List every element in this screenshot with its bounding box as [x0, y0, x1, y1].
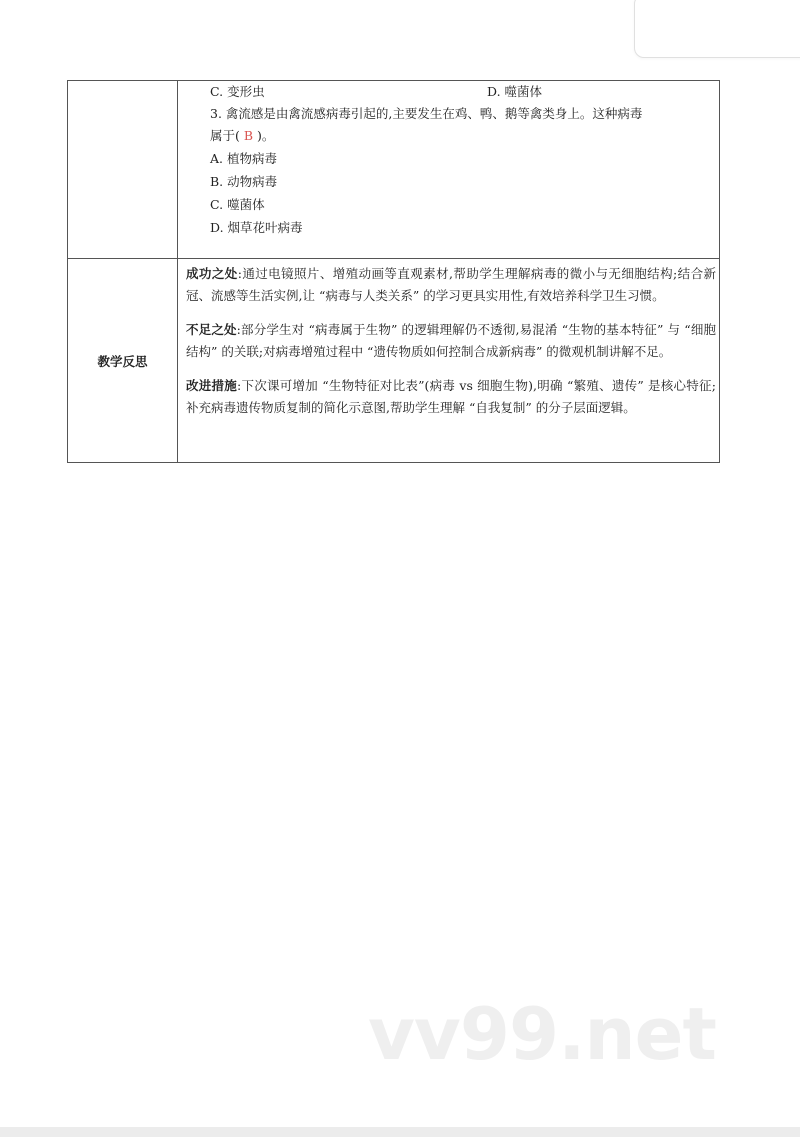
shortfall-paragraph — [186, 319, 716, 363]
lesson-table — [67, 80, 720, 463]
answer-mark: B — [243, 128, 254, 143]
watermark: vv99.net — [368, 992, 716, 1076]
improve-text: :下次课可增加 “生物特征对比表”(病毒 vs 细胞生物),明确 “繁殖、遗传” 是核心特征;补充病毒遗传物质复制的简化示意图,帮助学生理解 “自我复制” 的分子层面逻辑。 — [186, 378, 716, 415]
column-divider — [177, 81, 178, 462]
shortfall-text: :部分学生对 “病毒属于生物” 的逻辑理解仍不透彻,易混淆 “生物的基本特征” 与 “细胞结构” 的关联;对病毒增殖过程中 “遗传物质如何控制合成新病毒” 的微观机制讲解不足。 — [186, 322, 716, 359]
question-3-line2 — [210, 125, 274, 147]
page-corner-tab — [634, 0, 800, 58]
success-paragraph — [186, 263, 716, 307]
option-b: B. 动物病毒 — [210, 174, 278, 189]
reflection-label: 教学反思 — [97, 354, 148, 369]
option-a: A. 植物病毒 — [210, 151, 277, 166]
option-c: C. 噬菌体 — [210, 197, 265, 212]
shortfall-lead: 不足之处 — [186, 322, 237, 337]
question-3-suffix: )。 — [257, 128, 275, 143]
improve-lead: 改进措施 — [186, 378, 238, 393]
option-d: D. 烟草花叶病毒 — [210, 220, 303, 235]
improve-paragraph — [186, 375, 716, 419]
option-d-top: D. 噬菌体 — [487, 84, 543, 99]
question-3-line1: 3. 禽流感是由禽流感病毒引起的,主要发生在鸡、鸭、鹅等禽类身上。这种病毒 — [210, 106, 643, 121]
reflection-cell — [186, 263, 716, 431]
option-c-top: C. 变形虫 — [210, 84, 265, 99]
success-lead: 成功之处 — [186, 266, 238, 281]
success-text: :通过电镜照片、增殖动画等直观素材,帮助学生理解病毒的微小与无细胞结构;结合新冠、流感等生活实例,让 “病毒与人类关系” 的学习更具实用性,有效培养科学卫生习惯。 — [186, 266, 716, 303]
question-3-prefix: 属于( — [210, 128, 240, 143]
bottom-edge — [0, 1127, 800, 1137]
